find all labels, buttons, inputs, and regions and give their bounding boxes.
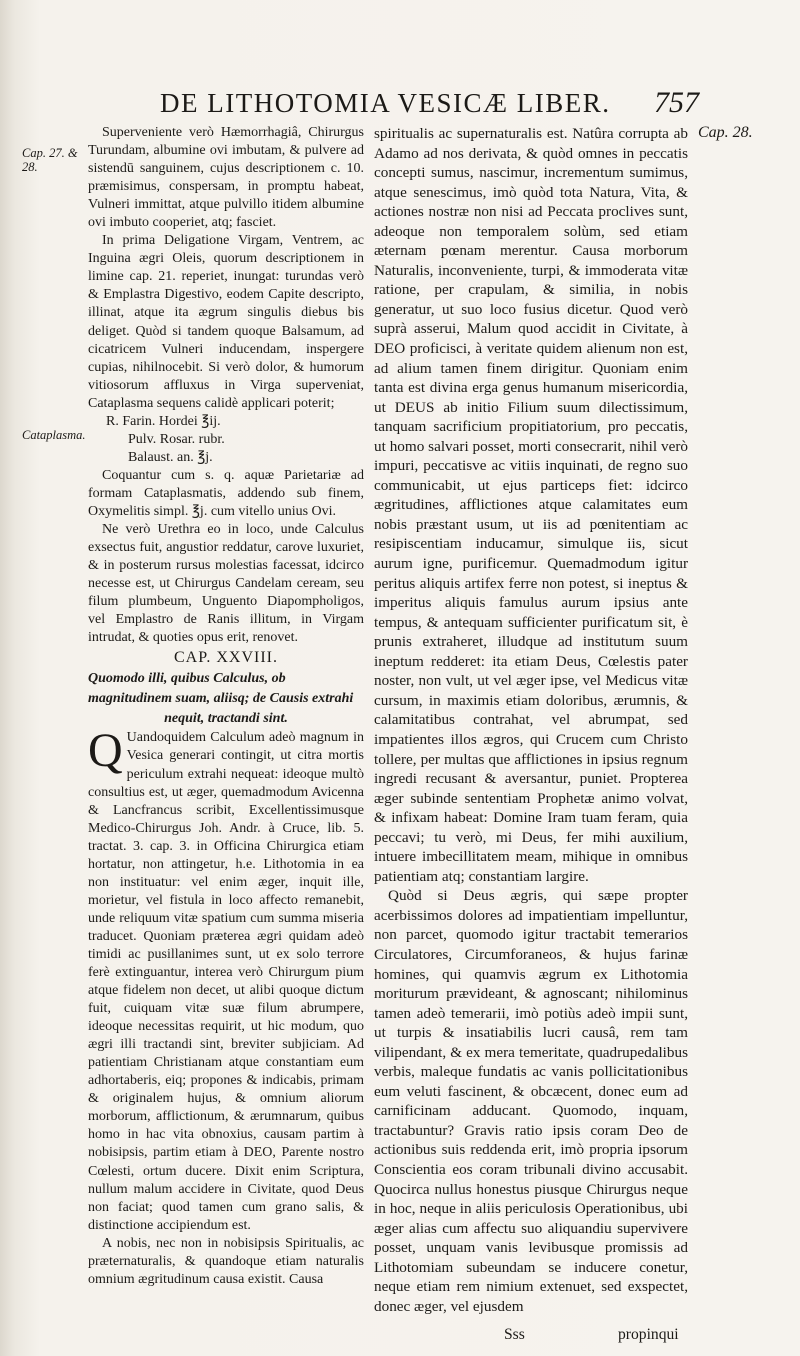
signature-mark: Sss [504,1326,525,1343]
left-column [88,124,364,1289]
recipe-line: R. Farin. Hordei ℥ij. [106,413,221,429]
chapter-heading: CAP. XXVIII. [174,649,278,667]
margin-note-chapter-right: Cap. 28. [698,124,753,141]
running-head: DE LITHOTOMIA VESICÆ LIBER. [160,88,611,118]
paragraph [88,724,364,1234]
paragraph: Coquantur cum s. q. aquæ Parietariæ ad formam Cataplasmatis, addendo sub finem, Oxymelitis simpl. ℥j. cum vitello unius Ovi. [88,467,364,519]
margin-note-chapter: Cap. 27. & 28. [22,146,78,174]
paragraph: spiritualis ac supernaturalis est. Natûra corrupta ab Adamo ad nos derivata, & quòd omnes in peccatis concepti sumus, nascimur, incrementum sumimus, atque senescimus, imò quòd tota Natura, Vita, & actiones nostræ non nisi ad Peccata proclives sunt, adeoque non temporalem solùm, sed etiam æternam pœnam merentur. Causa morborum Naturalis, inconveniente, turpi, & immoderata vitæ ratione, per crapulam, & similia, in nobis generatur, ut suo loco fusius dicetur. Quod verò suprà asserui, Malum quod accidit in Civitate, à DEO proficisci, à veritate quidem alienum non est, ad alium tamen finem dirigitur. Quoniam enim tanta est divina erga genus humanum misericordia, ut DEUS ab initio Filium suum dilectissimum, tanquam sacrificium propitiatorium, pro peccatis, ut homo salvari posset, morti consecrarit, nihil verò impuri, peccatisve ac vitiis inquinati, de regno suo communicabit, ut ejus particeps fiet: idcirco ægritudines, afflictiones atque calamitates eum nobis præstant usum, ut iis ad pœnitentiam ac resipiscentiam inducamur, simulque iis, sicut aurum igne, purificemur. Quemadmodum igitur peritus aliquis artifex ferre non potest, si ineptus & imperitus aliquis famulus aurum ipsius ante tempus, & antequam sufficienter purificatum sit, è prunis extraheret, illudque ad institutum suum ineptum redderet: ita etiam Deus, Cœlestis pater noster, non vult, ut vel æger ipse, vel Medicus vitæ cursum, in maximis etiam doloribus, ærumnis, & calamitatibus contrahat, vel abrumpat, sed impatientes illos ægros, qui Crucem cum Christo tollere, per multas que afflictiones in ipsius regnum ingredi recusant & aversantur, puniet. Propterea æger subinde sententiam Prophetæ animo volvat, & infixam habeat: Domine Iram tuam feram, quia peccavi; tu verò, mi Deus, fer mihi auxilium, intuere imbecillitatem meam, mihique in omnibus patientiam atq; constantiam largire. [374,125,688,885]
chapter-subtitle [88,669,364,729]
chapter-subtitle-line: Quomodo illi, quibus Calculus, ob magnitudinem suam, aliisq; de Causis extrahi [88,671,354,707]
margin-note-cataplasma: Cataplasma. [22,428,86,442]
paragraph: In prima Deligatione Virgam, Ventrem, ac Inguina ægri Oleis, quorum descriptionem in limine cap. 21. reperiet, inungat: turundas verò & Emplastra Digestivo, eodem Capite descripto, illinat, atque ita ægrum singulis diebus bis deliget. Quòd si tandem quoque Balsamum, ad cicatricem Vulneri inducendam, inspergere cupias, nihilnocebit. Si verò dolor, & humorum vitiosorum affluxus in Virga superveniat, Cataplasma sequens calidè applicari poterit; [88,233,364,411]
paragraph: Quòd si Deus ægris, qui sæpe propter acerbissimos dolores ad impatientiam impelluntur, non parcet, quomodo igitur tractabit temerarios Circulatores, Circumforaneos, & hujus farinæ homines, qui quamvis ægrum ex Lithotomia moriturum prævideant, & agnoscant; nihilominus tamen adeò temerarii, imò potiùs adeò impii sunt, ut turpis & insatiabilis lucri causâ, rem tam vilipendant, & ex mera temeritate, quadrupedalibus verbis, maleque fundatis ac vanis pollicitationibus eum veluti fascinent, & obcæcent, donec eum ad carnificinam adducant. Quomodo, inquam, tractabuntur? Gravis ratio ipsis coram Deo de actionibus suis reddenda erit, imò propria ipsorum Conscientia eos coram tribunali divino accusabit. Quocirca nullus honestus piusque Chirurgus neque in hoc, neque in aliis periculosis Operationibus, ubi æger alias cum affectu suo aliquandiu supervivere posset, unquam vanis levibusque promissis ad Lithotomiam subeundam se inducere conetur, neque etiam rem nimium extenuet, sed exspectet, donec æger, vel ejusdem [374,887,688,1315]
right-column [374,124,688,1316]
chapter-subtitle-line: nequit, tractandi sint. [164,711,288,727]
drop-cap: Q [88,724,123,778]
paragraph: Ne verò Urethra eo in loco, unde Calculus exsectus fuit, angustior reddatur, carove luxuriet, & in posterum rursus molestias facessat, idcirco necesse est, ut Chirurgus Candelam ceream, seu filum plumbeum, Unguento Diapompholigos, vel Emplastro de Ranis illitum, in Virgam intrudat, & quoties opus erit, renovet. [88,522,364,646]
recipe-line: Balaust. an. ℥j. [128,449,213,465]
page-number: 757 [654,86,699,119]
paragraph-text: Uandoquidem Calculum adeò magnum in Vesica generari contingit, ut citra mortis periculum extrahi nequeat: ideoque multò consultius est, ut æger, quemadmodum Avicenna & Lancfrancus scribit, Excellentissimusque Medico-Chirurgus Joh. Andr. à Cruce, lib. 5. tractat. 3. cap. 3. in Officina Chirurgica etiam hortatur, non attingetur, h.e. Lithotomia in ea non instituatur: vel enim æger, inquit ille, morietur, vel fistula in loco affecto remanebit, unde reliquum vitæ spatium cum summa miseria traducet. Quoniam præterea ægri quidam adeò timidi ac pusillanimes sunt, ut ex solo terrore ferè extinguantur, interea verò Chirurgum pium atque fidelem non decet, ut alibi quoque dictum fuit, cuiquam vitæ suæ filum abrumpere, ideoque necessitas requirit, ut hic modum, quo ægri illi tractandi sint, breviter subjiciam. Ad patientiam Christianam atque constantiam eum adhortaberis, eiq; propones & indicabis, primam & originalem hujus, & omnium aliorum morborum, afflictionum, & ærumnarum, quibus homo in hac vita obnoxius, causam partim à nobisipsis, partim etiam à DEO, Parente nostro Cœlesti, ortum ducere. Dixit enim Scriptura, nullum malum accidere in Civitate, quod Deus non faciat; quod tamen cum grano salis, & distinctione accipiendum est. [88,730,364,1233]
paragraph: A nobis, nec non in nobisipsis Spiritualis, ac præternaturalis, & quandoque etiam naturalis omnium ægritudinum causa existit. Causa [88,1235,364,1287]
paragraph: Superveniente verò Hæmorrhagiâ, Chirurgus Turundam, albumine ovi imbutam, & pulvere ad sistendū sanguinem, cujus descriptionem c. 10. præmisimus, conspersam, in promptu habeat, Vulneri immittat, atque pulvillo itidem albumine ovi imbuto cooperiet, atq; fasciet. [88,125,364,231]
recipe-line: Pulv. Rosar. rubr. [128,431,225,447]
catchword: propinqui [618,1326,679,1343]
